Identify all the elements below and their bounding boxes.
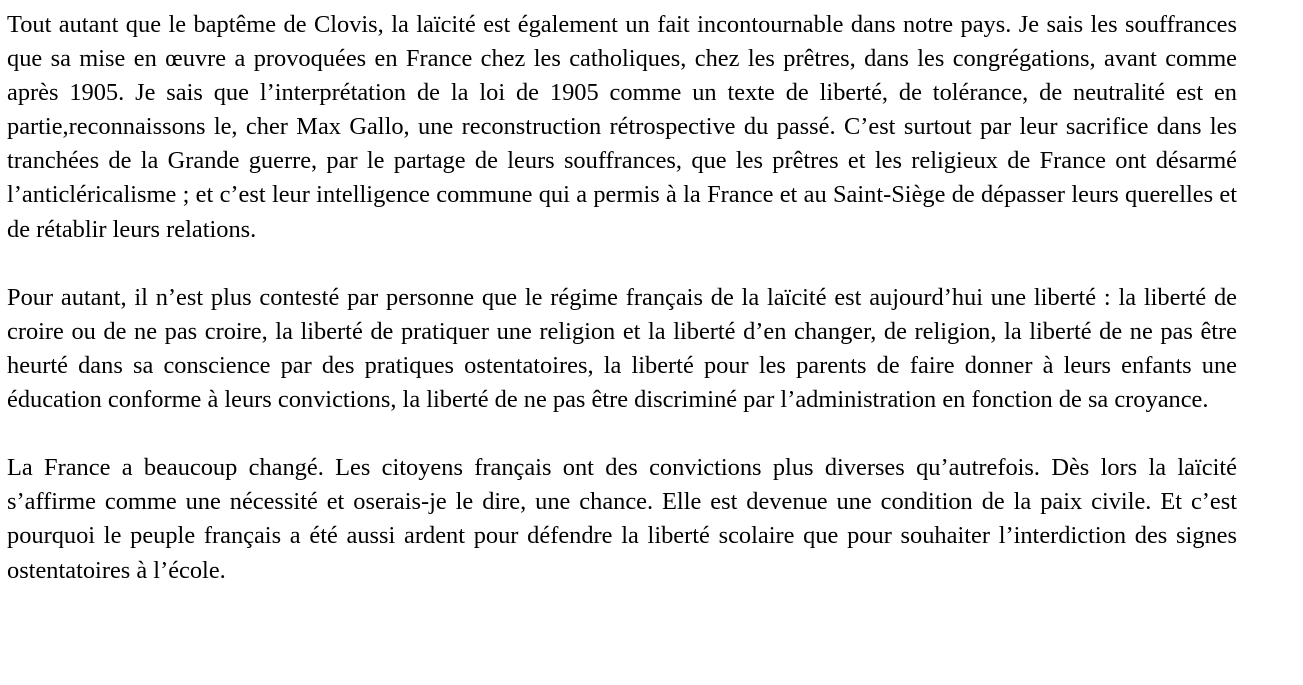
paragraph-france-changee: La France a beaucoup changé. Les citoyens français ont des convictions plus diverses qu’autrefois. Dès lors la laïcité s’affirme comme une nécessité et oserais-je le dire, une chance. Elle est devenue une condition de la paix civile. Et c’est pourquoi le peuple français a été aussi ardent pour défendre la liberté scolaire que pour souhaiter l’interdiction des signes ostentatoires à l’école. — [7, 454, 1237, 584]
document-body — [7, 8, 1237, 588]
paragraph-clovis-laicite: Tout autant que le baptême de Clovis, la laïcité est également un fait incontournable dans notre pays. Je sais les souffrances que sa mise en œuvre a provoquées en France chez les catholiques, chez les prêtres, dans les congrégations, avant comme après 1905. Je sais que l’interprétation de la loi de 1905 comme un texte de liberté, de tolérance, de neutralité est en partie,reconnaissons le, cher Max Gallo, une reconstruction rétrospective du passé. C’est surtout par leur sacrifice dans les tranchées de la Grande guerre, par le partage de leurs souffrances, que les prêtres et les religieux de France ont désarmé l’anticléricalisme ; et c’est leur intelligence commune qui a permis à la France et au Saint-Siège de dépasser leurs querelles et de rétablir leurs relations. — [7, 11, 1237, 243]
paragraph-laicite-liberte: Pour autant, il n’est plus contesté par personne que le régime français de la laïcité est aujourd’hui une liberté : la liberté de croire ou de ne pas croire, la liberté de pratiquer une religion et la liberté d’en changer, de religion, la liberté de ne pas être heurté dans sa conscience par des pratiques ostentatoires, la liberté pour les parents de faire donner à leurs enfants une éducation conforme à leurs convictions, la liberté de ne pas être discriminé par l’administration en fonction de sa croyance. — [7, 283, 1237, 414]
